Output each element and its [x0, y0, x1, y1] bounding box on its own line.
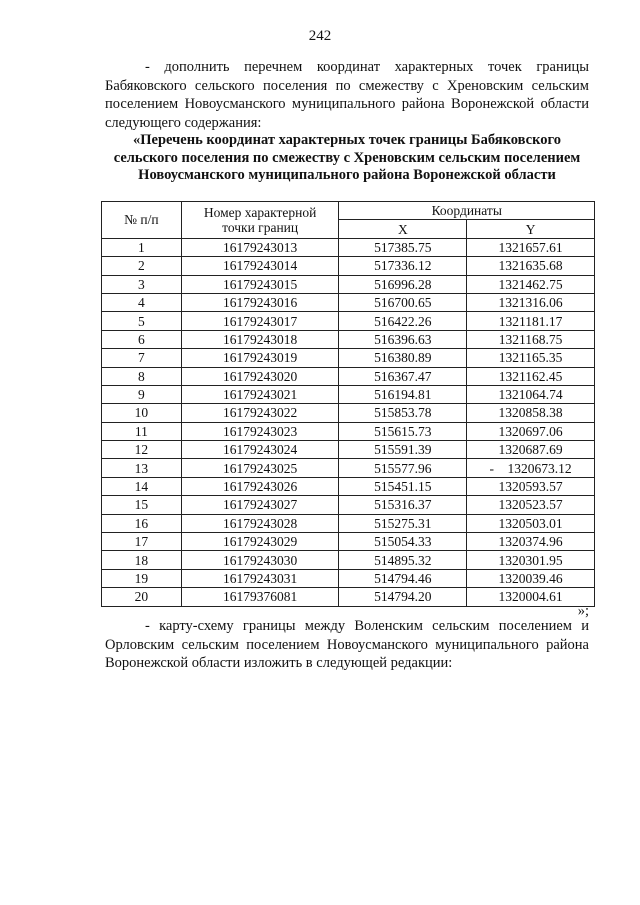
header-coordinates: Координаты	[339, 202, 595, 220]
cell-y: 1321316.06	[467, 293, 595, 311]
header-y: Y	[467, 220, 595, 238]
table-row	[102, 238, 595, 256]
table-row	[102, 275, 595, 293]
cell-x: 515615.73	[339, 422, 467, 440]
intro-paragraph: - дополнить перечнем координат характерных точек границы Бабяковского сельского поселения по смежеству с Хреновским сельским поселением Новоусманского муниципального района Воронежской области следующего содержания:	[105, 59, 589, 131]
cell-number: 13	[102, 459, 182, 477]
cell-x: 515054.33	[339, 533, 467, 551]
header-point-id	[181, 202, 339, 239]
table-row	[102, 312, 595, 330]
table-row	[102, 477, 595, 495]
cell-x: 517385.75	[339, 238, 467, 256]
cell-number: 8	[102, 367, 182, 385]
cell-point-id: 16179243013	[181, 238, 339, 256]
header-point-id-line-2: точки границ	[222, 219, 299, 235]
cell-x: 516194.81	[339, 385, 467, 403]
cell-point-id: 16179243020	[181, 367, 339, 385]
cell-point-id: 16179243016	[181, 293, 339, 311]
cell-point-id: 16179243022	[181, 404, 339, 422]
cell-point-id: 16179243021	[181, 385, 339, 403]
table-row	[102, 385, 595, 403]
cell-number: 10	[102, 404, 182, 422]
cell-x: 516700.65	[339, 293, 467, 311]
header-number: № п/п	[102, 202, 182, 239]
cell-number: 4	[102, 293, 182, 311]
cell-point-id: 16179243018	[181, 330, 339, 348]
cell-number: 1	[102, 238, 182, 256]
cell-x: 516996.28	[339, 275, 467, 293]
table-body	[102, 238, 595, 606]
cell-y: 1321635.68	[467, 257, 595, 275]
cell-y: 1321162.45	[467, 367, 595, 385]
cell-number: 20	[102, 588, 182, 606]
cell-y: 1320697.06	[467, 422, 595, 440]
cell-x: 515591.39	[339, 441, 467, 459]
cell-number: 12	[102, 441, 182, 459]
header-point-id-line-1: Номер характерной	[203, 204, 317, 220]
cell-y: 1321462.75	[467, 275, 595, 293]
cell-number: 14	[102, 477, 182, 495]
cell-x: 515451.15	[339, 477, 467, 495]
cell-x: 515577.96	[339, 459, 467, 477]
stray-mark: -	[489, 460, 495, 476]
cell-number: 16	[102, 514, 182, 532]
table-row	[102, 514, 595, 532]
cell-number: 3	[102, 275, 182, 293]
cell-x: 516422.26	[339, 312, 467, 330]
cell-point-id: 16179243031	[181, 569, 339, 587]
cell-number: 17	[102, 533, 182, 551]
page-number: 242	[308, 28, 332, 44]
cell-point-id: 16179243017	[181, 312, 339, 330]
cell-number: 7	[102, 349, 182, 367]
cell-y: 1321165.35	[467, 349, 595, 367]
cell-y	[467, 459, 595, 477]
cell-y: 1321657.61	[467, 238, 595, 256]
cell-point-id: 16179243027	[181, 496, 339, 514]
table-row	[102, 330, 595, 348]
cell-y: 1320301.95	[467, 551, 595, 569]
table-row	[102, 349, 595, 367]
closing-quote: »;	[577, 603, 589, 619]
cell-x: 516367.47	[339, 367, 467, 385]
cell-x: 515316.37	[339, 496, 467, 514]
table-row	[102, 569, 595, 587]
heading-line-2: сельского поселения по смежеству с Хреновским сельским поселением	[113, 149, 581, 166]
table-row	[102, 404, 595, 422]
table-row	[102, 551, 595, 569]
cell-y: 1320039.46	[467, 569, 595, 587]
cell-point-id: 16179243023	[181, 422, 339, 440]
cell-x: 516396.63	[339, 330, 467, 348]
cell-y: 1320523.57	[467, 496, 595, 514]
table-row	[102, 422, 595, 440]
cell-y: 1321168.75	[467, 330, 595, 348]
cell-x: 515275.31	[339, 514, 467, 532]
cell-y: 1320503.01	[467, 514, 595, 532]
cell-x: 516380.89	[339, 349, 467, 367]
heading-line-1: «Перечень координат характерных точек границы Бабяковского	[133, 132, 561, 148]
cell-y-value: 1320673.12	[507, 460, 572, 476]
table-row	[102, 257, 595, 275]
cell-point-id: 16179243025	[181, 459, 339, 477]
cell-x: 514895.32	[339, 551, 467, 569]
cell-x: 514794.46	[339, 569, 467, 587]
cell-point-id: 16179243026	[181, 477, 339, 495]
cell-y: 1321181.17	[467, 312, 595, 330]
table-row	[102, 293, 595, 311]
cell-y: 1321064.74	[467, 385, 595, 403]
cell-point-id: 16179243014	[181, 257, 339, 275]
cell-point-id: 16179243028	[181, 514, 339, 532]
cell-x: 517336.12	[339, 257, 467, 275]
cell-y: 1320593.57	[467, 477, 595, 495]
coordinates-table	[101, 201, 595, 607]
cell-point-id: 16179243029	[181, 533, 339, 551]
cell-point-id: 16179243019	[181, 349, 339, 367]
cell-point-id: 16179243030	[181, 551, 339, 569]
table-row	[102, 533, 595, 551]
cell-number: 15	[102, 496, 182, 514]
cell-number: 19	[102, 569, 182, 587]
cell-point-id: 16179243024	[181, 441, 339, 459]
map-scheme-paragraph: - карту-схему границы между Воленским сельским поселением и Орловским сельским поселением Новоусманского муниципального района Воронежской области изложить в следующей редакции:	[105, 618, 589, 671]
table-row	[102, 367, 595, 385]
cell-number: 11	[102, 422, 182, 440]
cell-x: 515853.78	[339, 404, 467, 422]
header-x: X	[339, 220, 467, 238]
cell-number: 18	[102, 551, 182, 569]
table-row	[102, 459, 595, 477]
cell-number: 6	[102, 330, 182, 348]
cell-y: 1320004.61	[467, 588, 595, 606]
cell-point-id: 16179376081	[181, 588, 339, 606]
cell-x: 514794.20	[339, 588, 467, 606]
cell-point-id: 16179243015	[181, 275, 339, 293]
cell-number: 5	[102, 312, 182, 330]
cell-number: 9	[102, 385, 182, 403]
list-heading	[100, 132, 594, 185]
cell-y: 1320687.69	[467, 441, 595, 459]
table-row	[102, 441, 595, 459]
cell-y: 1320858.38	[467, 404, 595, 422]
cell-number: 2	[102, 257, 182, 275]
table-row	[102, 496, 595, 514]
cell-y: 1320374.96	[467, 533, 595, 551]
heading-line-3: Новоусманского муниципального района Воронежской области	[138, 167, 556, 183]
